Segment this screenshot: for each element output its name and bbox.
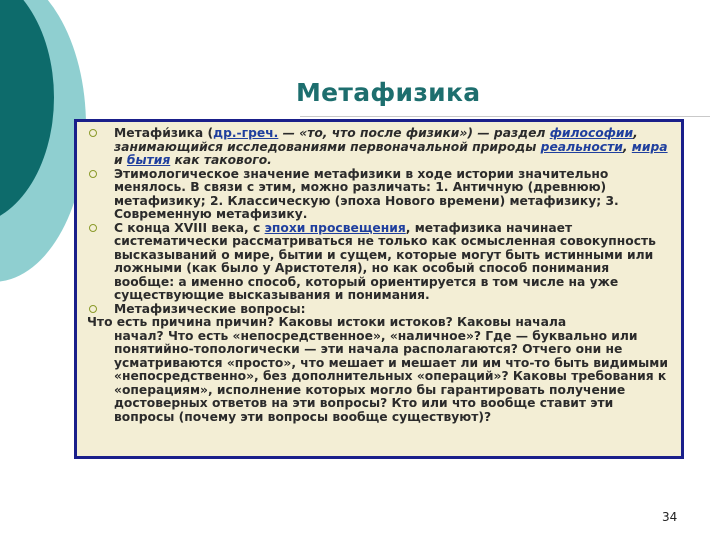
term-metaphysics: Метафи́зика	[114, 126, 204, 140]
etymology-text: — «то, что после физики») — раздел	[278, 126, 550, 140]
title-underline	[300, 116, 710, 117]
bullet-questions-heading	[87, 303, 671, 317]
enlightenment-text-before: С конца XVIII века, с	[114, 220, 265, 235]
link-being[interactable]: бытия	[126, 153, 171, 167]
etymology-history-text: Этимологическое значение метафизики в ходе истории значительно менялось. В связи с этим, можно различать: 1. Античную (древнюю) метафизику; 2. Классическую (эпоха Нового времени) метафизику; 3. Современную метафизику.	[114, 166, 619, 221]
comma-separator: ,	[622, 139, 632, 154]
link-world[interactable]: мира	[631, 139, 668, 154]
questions-lead-line: Что есть причина причин? Каковы истоки истоков? Каковы начала	[87, 315, 567, 329]
slide-title: Метафизика	[296, 78, 481, 107]
paren-open: (	[203, 126, 214, 140]
bullet-enlightenment	[87, 222, 671, 303]
bullet-etymology	[87, 168, 671, 222]
bullet-ring-icon	[89, 305, 97, 313]
link-ancient-greek[interactable]: др.-греч.	[213, 126, 279, 140]
and-text: и	[114, 153, 127, 167]
questions-heading: Метафизические вопросы:	[114, 301, 306, 316]
page-number: 34	[662, 510, 678, 524]
content-box	[74, 119, 684, 459]
bullet-ring-icon	[89, 129, 97, 137]
link-philosophy[interactable]: философии	[549, 126, 634, 140]
questions-body: начал? Что есть «непосредственное», «наличное»? Где — буквально или понятийно-топологически — эти начала располагаются? Отчего они не усматриваются «просто», что мешает и мешает ли им что-то быть видимыми «непосредственно», без дополнительных «операций»? Каковы требования к «операциям», исполнение которых могло бы гарантировать получение достоверных ответов на эти вопросы? Кто или что вообще ставит эти вопросы (почему эти вопросы вообще существуют)?	[114, 328, 668, 424]
bullet-definition	[87, 127, 671, 168]
bullet-ring-icon	[89, 170, 97, 178]
bullet-ring-icon	[89, 224, 97, 232]
definition-end: как такового.	[170, 153, 272, 167]
link-reality[interactable]: реальности	[540, 139, 623, 154]
definition-text: , занимающийся исследованиями первоначальной природы	[114, 126, 638, 154]
link-enlightenment[interactable]: эпохи просвещения	[264, 220, 406, 235]
enlightenment-text-after: , метафизика начинает систематически рассматриваться не только как осмысленная совокупность высказываний о мире, бытии и сущем, которые могут быть истинными или ложными (как было у Аристотеля), но как особый способ понимания вообще: а именно способ, который ориентируется в том числе на уже существующие высказывания и понимания.	[114, 220, 656, 302]
